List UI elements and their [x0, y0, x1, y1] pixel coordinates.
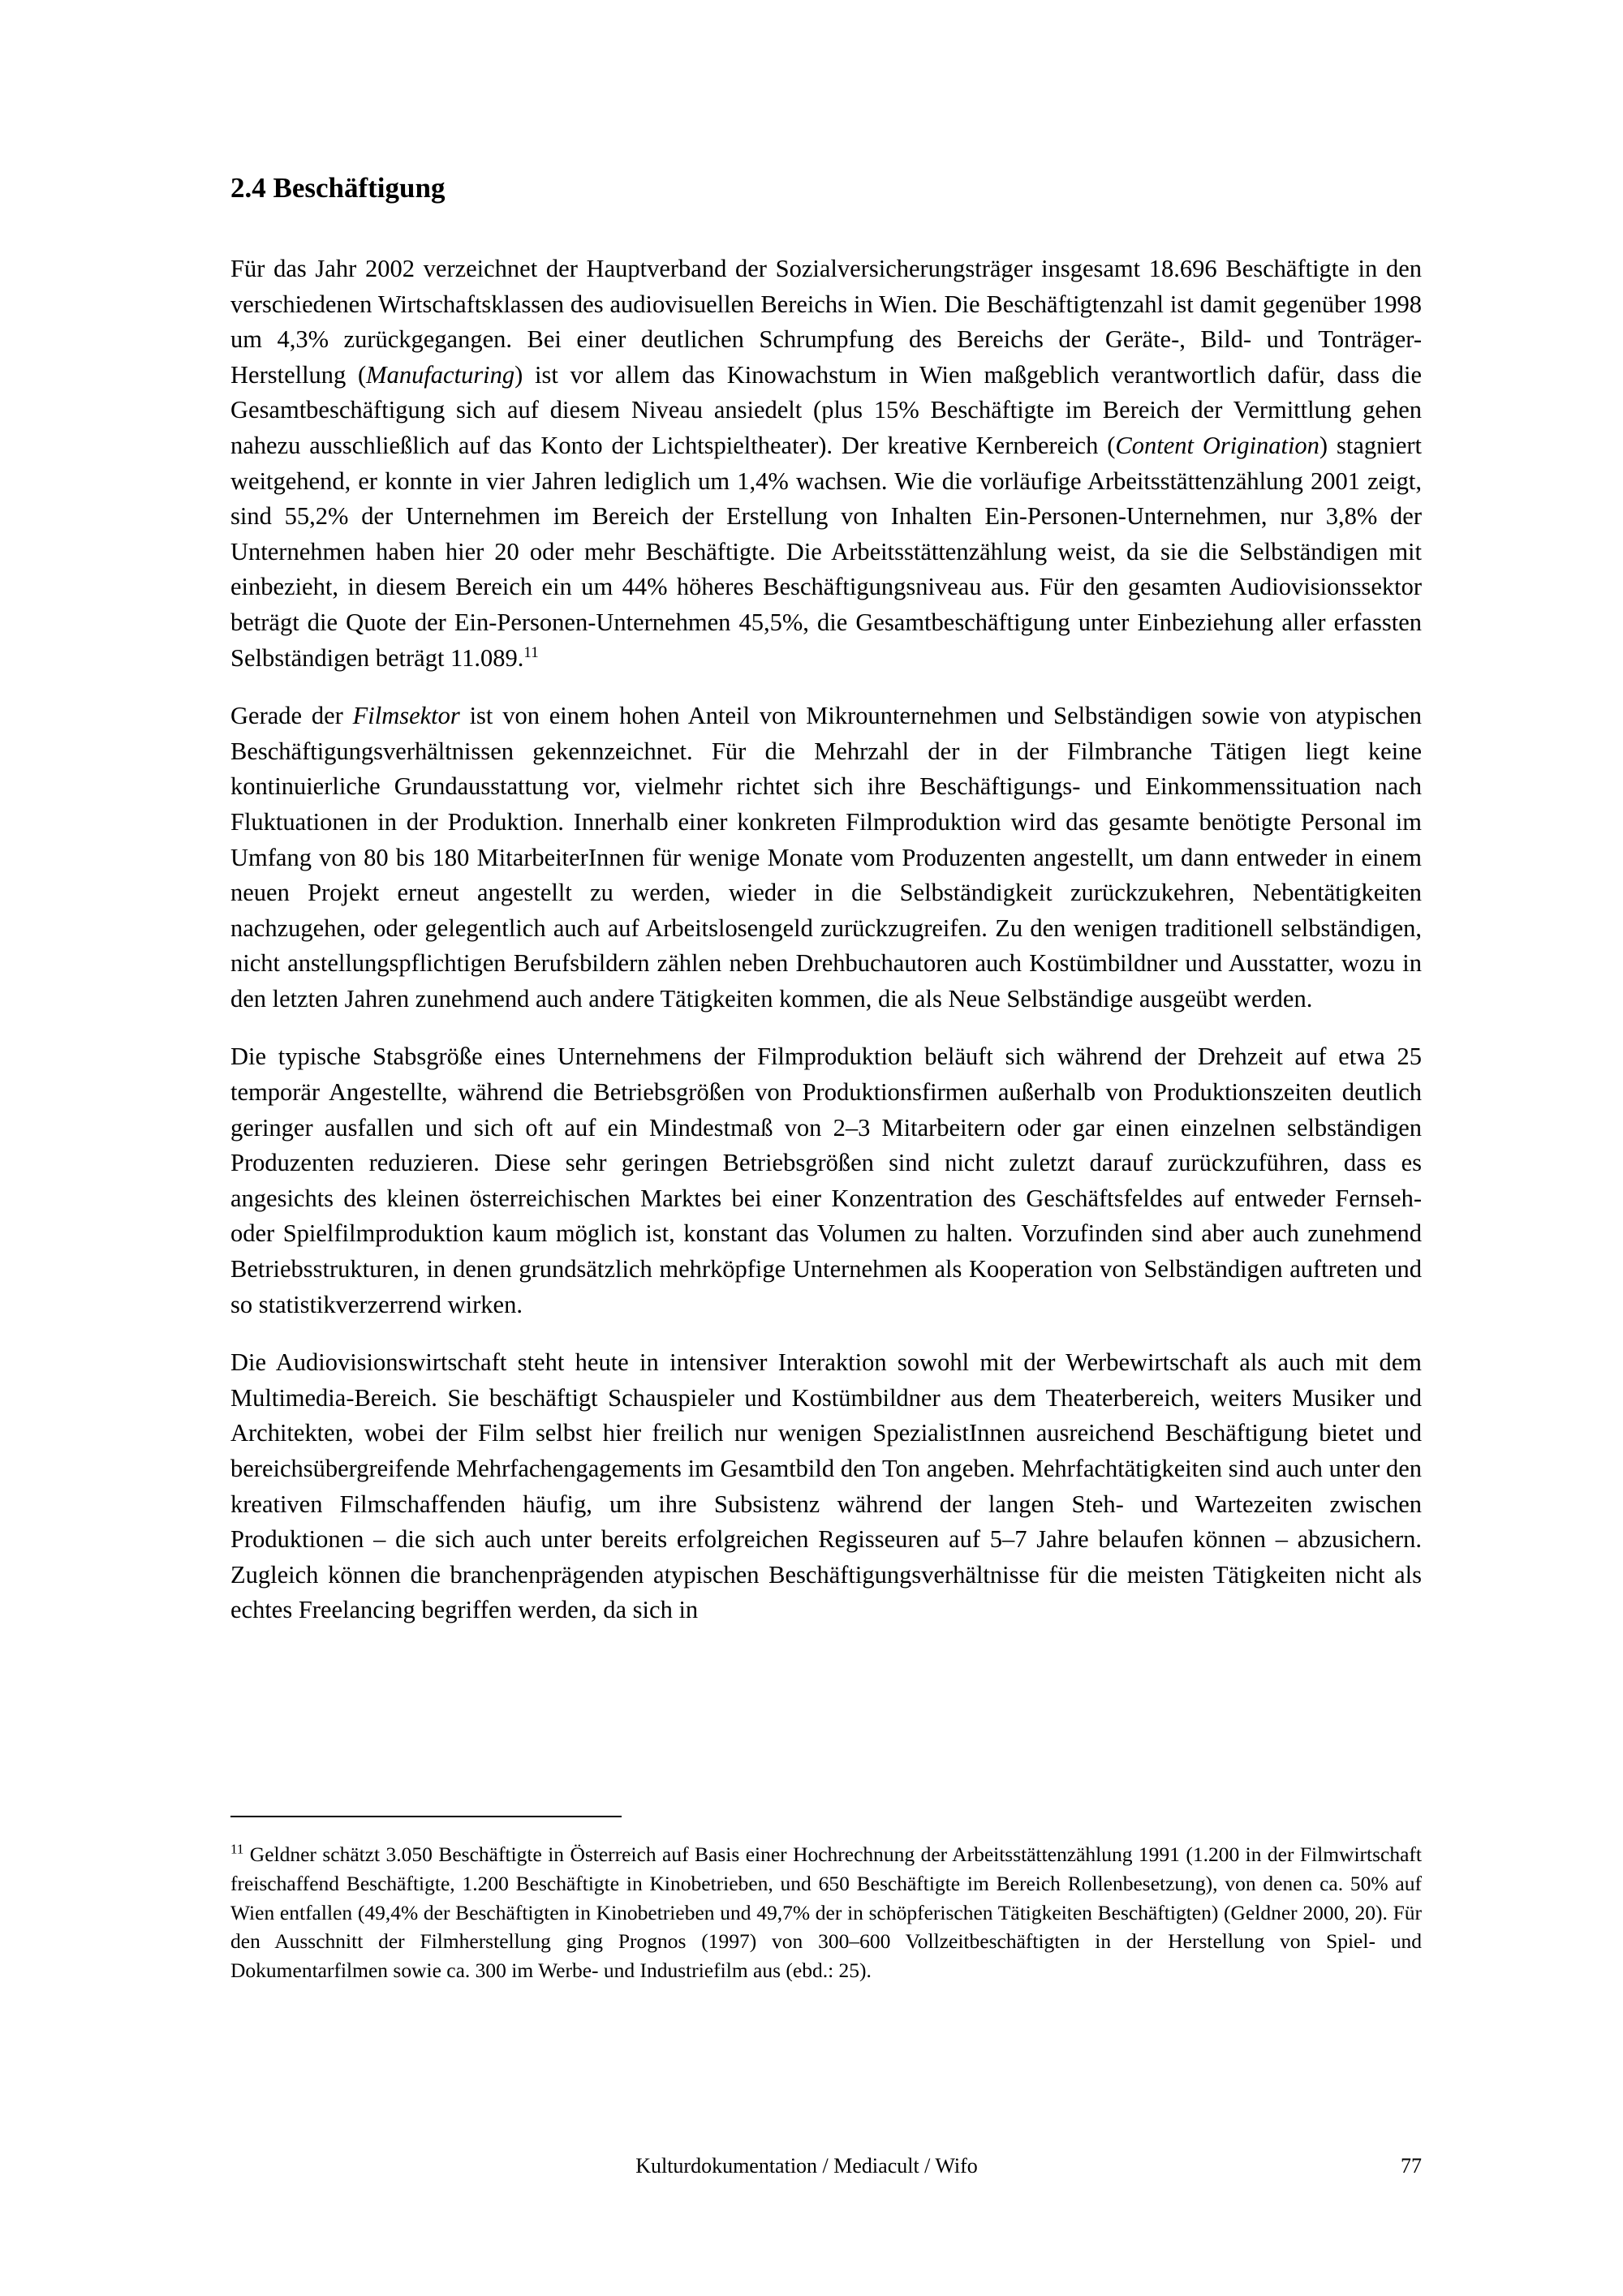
- paragraph-1-emphasis-content-origination: Content Origination: [1115, 431, 1319, 459]
- section-heading: 2.4 Beschäftigung: [230, 172, 446, 204]
- footnote-text: Geldner schätzt 3.050 Beschäftigte in Österreich auf Basis einer Hochrechnung der Arbeitsstättenzählung 1991 (1.200 in der Filmwirtschaft freischaffend Beschäftigte, 1.200 Beschäftigte in Kinobetrieben, und 650 Beschäftigte im Bereich Rollenbesetzung), von denen ca. 50% auf Wien entfallen (49,4% der Beschäftigten in Kinobetrieben und 49,7% der in schöpferischen Tätigkeiten Beschäftigten) (Geldner 2000, 20). Für den Ausschnitt der Filmherstellung ging Prognos (1997) von 300–600 Vollzeitbeschäftigten in der Herstellung von Spiel- und Dokumentarfilmen sowie ca. 300 im Werbe- und Industriefilm aus (ebd.: 25).: [230, 1842, 1422, 1983]
- footnote-separator: [230, 1816, 622, 1817]
- paragraph-1-emphasis-manufacturing: Manufacturing: [366, 360, 515, 389]
- main-content: [230, 170, 1422, 1651]
- footnote-reference: 11: [523, 643, 539, 661]
- footnote-number: 11: [230, 1841, 244, 1857]
- page-footer-source: Kulturdokumentation / Mediacult / Wifo: [635, 2154, 978, 2178]
- paragraph-1: [230, 252, 1422, 676]
- footnote: [230, 1840, 1422, 1985]
- paragraph-2: [230, 699, 1422, 1017]
- paragraph-3: Die typische Stabsgröße eines Unternehmens der Filmproduktion beläuft sich während der Drehzeit auf etwa 25 temporär Angestellte, während die Betriebsgrößen von Produktionsfirmen außerhalb von Produktionszeiten deutlich geringer ausfallen und sich oft auf ein Mindestmaß von 2–3 Mitarbeitern oder gar einen einzelnen selbständigen Produzenten reduzieren. Diese sehr geringen Betriebsgrößen sind nicht zuletzt darauf zurückzuführen, dass es angesichts des kleinen österreichischen Marktes bei einer Konzentration des Geschäftsfeldes auf entweder Fernseh- oder Spielfilmproduktion kaum möglich ist, konstant das Volumen zu halten. Vorzufinden sind aber auch zunehmend Betriebsstrukturen, in denen grundsätzlich mehrköpfige Unternehmen als Kooperation von Selbständigen auftreten und so statistikverzerrend wirken.: [230, 1043, 1422, 1318]
- paragraph-4: Die Audiovisionswirtschaft steht heute in intensiver Interaktion sowohl mit der Werbewirtschaft als auch mit dem Multimedia-Bereich. Sie beschäftigt Schauspieler und Kostümbildner aus dem Theaterbereich, weiters Musiker und Architekten, wobei der Film selbst hier freilich nur wenigen SpezialistInnen ausreichend Beschäftigung bietet und bereichsübergreifende Mehrfachengagements im Gesamtbild den Ton angeben. Mehrfachtätigkeiten sind auch unter den kreativen Filmschaffenden häufig, um ihre Subsistenz während der langen Steh- und Wartezeiten zwischen Produktionen – die sich auch unter bereits erfolgreichen Regisseuren auf 5–7 Jahre belaufen können – abzusichern. Zugleich können die branchenprägenden atypischen Beschäftigungsverhältnisse für die meisten Tätigkeiten nicht als echtes Freelancing begriffen werden, da sich in: [230, 1348, 1422, 1624]
- paragraph-1-text-2: ) ist vor allem das Kinowachstum in Wien maßgeblich verantwortlich dafür, dass die Gesamtbeschäftigung sich auf diesem Niveau ansiedelt (plus 15% Beschäftigte im Bereich der Vermittlung gehen nahezu ausschließlich auf das Konto der Lichtspieltheater). Der kreative Kernbereich (: [230, 360, 1422, 459]
- paragraph-2-emphasis-filmsektor: Filmsektor: [352, 702, 460, 730]
- paragraph-2-text-2: ist von einem hohen Anteil von Mikrounternehmen und Selbständigen sowie von atypischen Beschäftigungsverhältnissen gekennzeichnet. Für die Mehrzahl der in der Filmbranche Tätigen liegt keine kontinuierliche Grundausstattung vor, vielmehr richtet sich ihre Beschäftigungs- und Einkommenssituation nach Fluktuationen in der Produktion. Innerhalb einer konkreten Filmproduktion wird das gesamte benötigte Personal im Umfang von 80 bis 180 MitarbeiterInnen für wenige Monate vom Produzenten angestellt, um dann entweder in einem neuen Projekt erneut angestellt zu werden, wieder in die Selbständigkeit zurückzukehren, Nebentätigkeiten nachzugehen, oder gelegentlich auch auf Arbeitslosengeld zurückzugreifen. Zu den wenigen traditionell selbständigen, nicht anstellungspflichtigen Berufsbildern zählen neben Drehbuchautoren auch Kostümbildner und Ausstatter, wozu in den letzten Jahren zunehmend auch andere Tätigkeiten kommen, die als Neue Selbständige ausgeübt werden.: [230, 702, 1422, 1013]
- paragraph-1-text: Für das Jahr 2002 verzeichnet der Hauptverband der Sozialversicherungsträger insgesamt 18.696 Beschäftigte in den verschiedenen Wirtschaftsklassen des audiovisuellen Bereichs in Wien. Die Beschäftigtenzahl ist damit gegenüber 1998 um 4,3% zurückgegangen. Bei einer deutlichen Schrumpfung des Bereichs der Geräte-, Bild- und Tonträger-Herstellung (: [230, 255, 1422, 389]
- paragraph-1-text-3: ) stagniert weitgehend, er konnte in vier Jahren lediglich um 1,4% wachsen. Wie die vorläufige Arbeitsstättenzählung 2001 zeigt, sind 55,2% der Unternehmen im Bereich der Erstellung von Inhalten Ein-Personen-Unternehmen, nur 3,8% der Unternehmen haben hier 20 oder mehr Beschäftigte. Die Arbeitsstättenzählung weist, da sie die Selbständigen mit einbezieht, in diesem Bereich ein um 44% höheres Beschäftigungsniveau aus. Für den gesamten Audiovisionssektor beträgt die Quote der Ein-Personen-Unternehmen 45,5%, die Gesamtbeschäftigung unter Einbeziehung aller erfassten Selbständigen beträgt 11.089.: [230, 431, 1422, 672]
- page-number: 77: [1401, 2154, 1422, 2178]
- paragraph-2-text: Gerade der: [230, 702, 353, 730]
